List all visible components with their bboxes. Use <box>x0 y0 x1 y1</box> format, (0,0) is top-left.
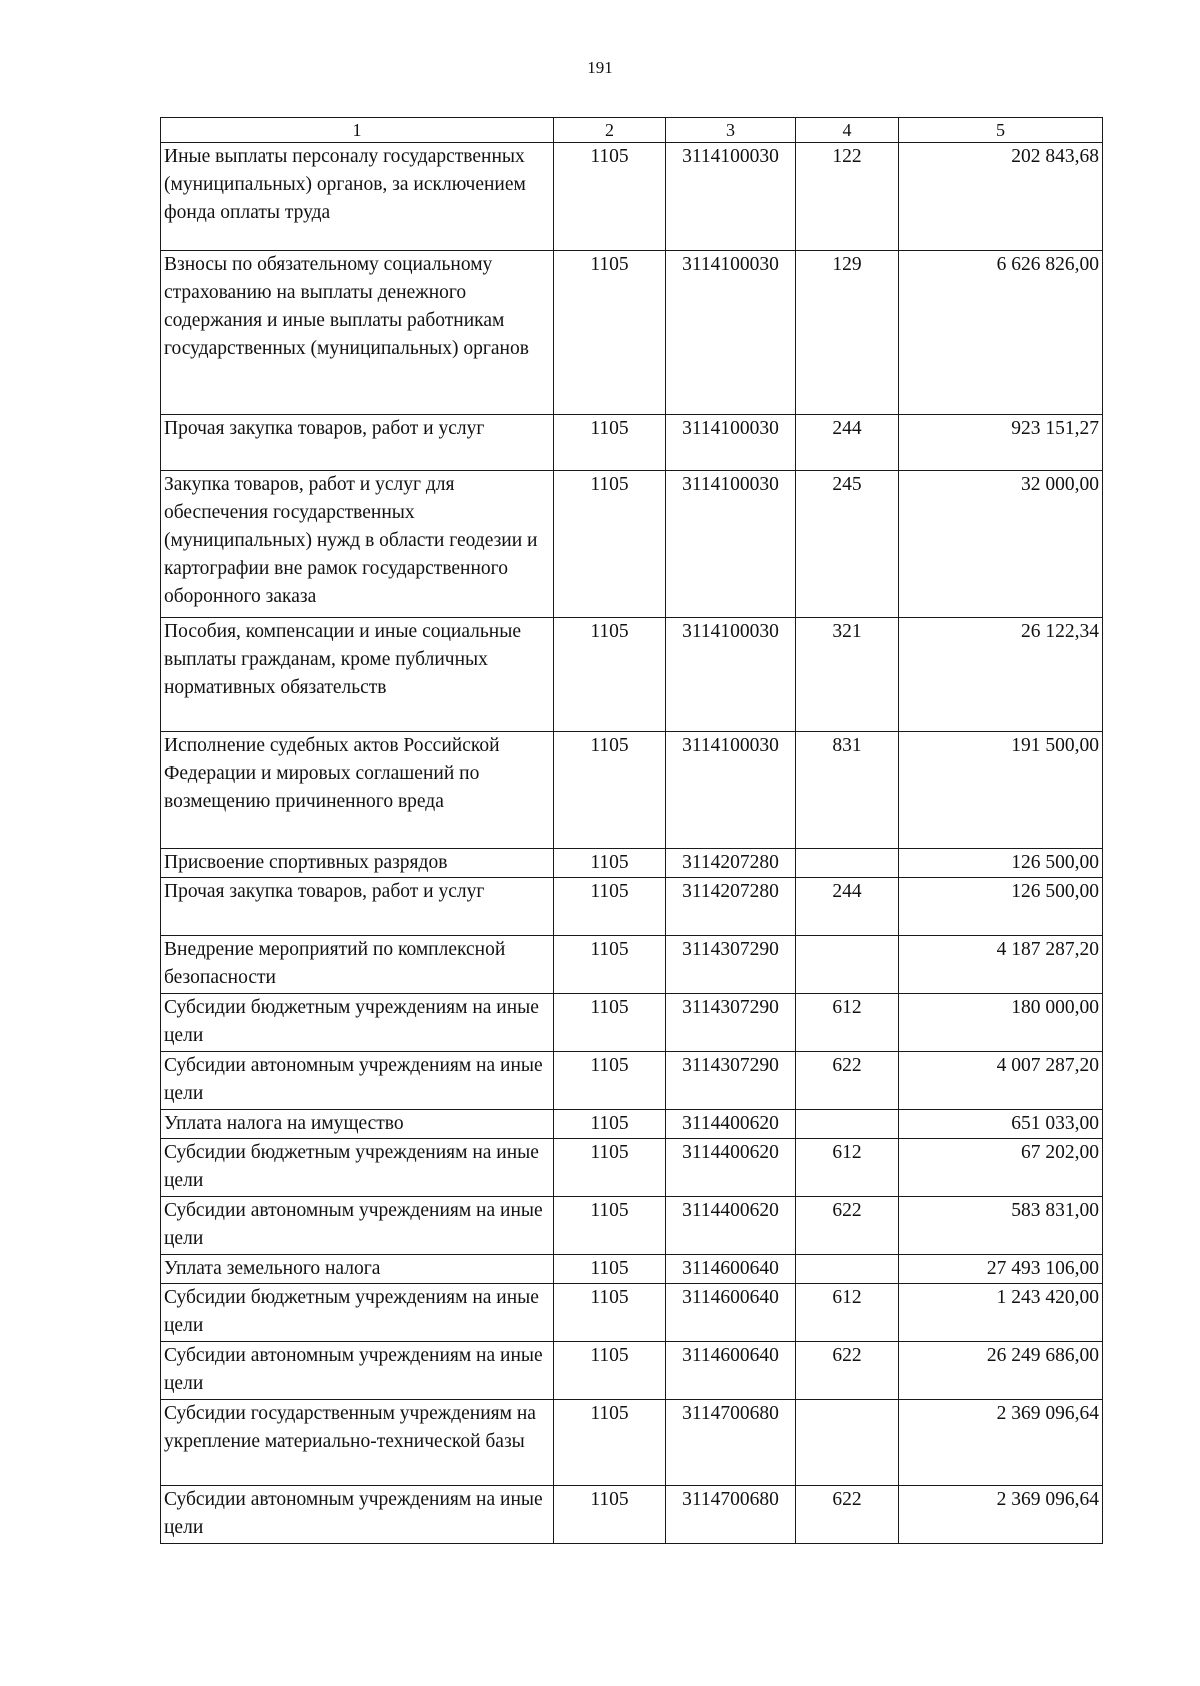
row-expense-type: 612 <box>796 1284 899 1342</box>
row-amount: 26 249 686,00 <box>899 1342 1103 1400</box>
row-amount: 651 033,00 <box>899 1110 1103 1139</box>
table-row <box>161 1110 1103 1139</box>
row-name: Субсидии автономным учреждениям на иные цели <box>161 1052 554 1110</box>
header-cell-target: 3 <box>666 118 796 143</box>
table-header-row <box>161 118 1103 143</box>
row-amount: 4 007 287,20 <box>899 1052 1103 1110</box>
budget-table <box>160 117 1103 1544</box>
table-row <box>161 1400 1103 1486</box>
row-section-code: 1105 <box>554 1486 666 1544</box>
row-name: Уплата налога на имущество <box>161 1110 554 1139</box>
row-amount: 583 831,00 <box>899 1197 1103 1255</box>
table-row <box>161 1197 1103 1255</box>
row-target-code: 3114100030 <box>666 471 796 618</box>
row-name: Закупка товаров, работ и услуг для обеспечения государственных (муниципальных) нужд в области геодезии и картографии вне рамок государственного оборонного заказа <box>161 471 554 618</box>
row-amount: 32 000,00 <box>899 471 1103 618</box>
row-target-code: 3114400620 <box>666 1197 796 1255</box>
row-expense-type: 612 <box>796 1139 899 1197</box>
row-target-code: 3114100030 <box>666 618 796 732</box>
row-section-code: 1105 <box>554 471 666 618</box>
header-cell-name: 1 <box>161 118 554 143</box>
row-expense-type: 831 <box>796 732 899 849</box>
row-expense-type: 245 <box>796 471 899 618</box>
row-amount: 67 202,00 <box>899 1139 1103 1197</box>
row-target-code: 3114207280 <box>666 878 796 936</box>
row-name: Субсидии автономным учреждениям на иные цели <box>161 1486 554 1544</box>
row-section-code: 1105 <box>554 1284 666 1342</box>
row-amount: 191 500,00 <box>899 732 1103 849</box>
row-section-code: 1105 <box>554 1110 666 1139</box>
row-name: Внедрение мероприятий по комплексной безопасности <box>161 936 554 994</box>
row-target-code: 3114400620 <box>666 1110 796 1139</box>
row-expense-type <box>796 936 899 994</box>
row-target-code: 3114400620 <box>666 1139 796 1197</box>
row-target-code: 3114307290 <box>666 936 796 994</box>
row-expense-type <box>796 1255 899 1284</box>
row-expense-type: 244 <box>796 415 899 471</box>
row-expense-type: 129 <box>796 251 899 415</box>
row-target-code: 3114100030 <box>666 251 796 415</box>
header-cell-amount: 5 <box>899 118 1103 143</box>
row-target-code: 3114207280 <box>666 849 796 878</box>
row-target-code: 3114600640 <box>666 1342 796 1400</box>
row-amount: 4 187 287,20 <box>899 936 1103 994</box>
table-row <box>161 471 1103 618</box>
row-section-code: 1105 <box>554 143 666 251</box>
table-row <box>161 849 1103 878</box>
row-expense-type: 321 <box>796 618 899 732</box>
row-name: Исполнение судебных актов Российской Федерации и мировых соглашений по возмещению причиненного вреда <box>161 732 554 849</box>
row-section-code: 1105 <box>554 1052 666 1110</box>
row-target-code: 3114700680 <box>666 1486 796 1544</box>
row-section-code: 1105 <box>554 1400 666 1486</box>
row-target-code: 3114100030 <box>666 732 796 849</box>
row-expense-type <box>796 1400 899 1486</box>
row-name: Субсидии бюджетным учреждениям на иные цели <box>161 1139 554 1197</box>
row-section-code: 1105 <box>554 1139 666 1197</box>
row-target-code: 3114307290 <box>666 1052 796 1110</box>
row-target-code: 3114700680 <box>666 1400 796 1486</box>
row-target-code: 3114100030 <box>666 143 796 251</box>
row-section-code: 1105 <box>554 1255 666 1284</box>
table-row <box>161 936 1103 994</box>
row-amount: 2 369 096,64 <box>899 1486 1103 1544</box>
header-cell-type: 4 <box>796 118 899 143</box>
header-cell-section: 2 <box>554 118 666 143</box>
row-section-code: 1105 <box>554 994 666 1052</box>
table-row <box>161 732 1103 849</box>
row-expense-type: 622 <box>796 1486 899 1544</box>
row-section-code: 1105 <box>554 1197 666 1255</box>
table-row <box>161 994 1103 1052</box>
row-section-code: 1105 <box>554 251 666 415</box>
row-amount: 27 493 106,00 <box>899 1255 1103 1284</box>
row-expense-type: 612 <box>796 994 899 1052</box>
row-name: Субсидии бюджетным учреждениям на иные цели <box>161 1284 554 1342</box>
row-name: Взносы по обязательному социальному страхованию на выплаты денежного содержания и иные выплаты работникам государственных (муниципальных) органов <box>161 251 554 415</box>
row-name: Субсидии государственным учреждениям на укрепление материально-технической базы <box>161 1400 554 1486</box>
table-row <box>161 143 1103 251</box>
row-amount: 126 500,00 <box>899 849 1103 878</box>
row-amount: 1 243 420,00 <box>899 1284 1103 1342</box>
row-amount: 923 151,27 <box>899 415 1103 471</box>
row-expense-type <box>796 849 899 878</box>
table-row <box>161 1284 1103 1342</box>
row-section-code: 1105 <box>554 732 666 849</box>
row-target-code: 3114600640 <box>666 1255 796 1284</box>
row-expense-type: 622 <box>796 1052 899 1110</box>
row-amount: 26 122,34 <box>899 618 1103 732</box>
row-target-code: 3114600640 <box>666 1284 796 1342</box>
row-expense-type: 622 <box>796 1342 899 1400</box>
row-expense-type: 122 <box>796 143 899 251</box>
row-name: Уплата земельного налога <box>161 1255 554 1284</box>
row-amount: 180 000,00 <box>899 994 1103 1052</box>
row-section-code: 1105 <box>554 415 666 471</box>
table-row <box>161 618 1103 732</box>
row-name: Пособия, компенсации и иные социальные выплаты гражданам, кроме публичных нормативных обязательств <box>161 618 554 732</box>
row-expense-type: 244 <box>796 878 899 936</box>
row-amount: 126 500,00 <box>899 878 1103 936</box>
row-name: Иные выплаты персоналу государственных (муниципальных) органов, за исключением фонда оплаты труда <box>161 143 554 251</box>
table-row <box>161 415 1103 471</box>
page-number: 191 <box>587 58 613 77</box>
row-amount: 202 843,68 <box>899 143 1103 251</box>
row-name: Прочая закупка товаров, работ и услуг <box>161 878 554 936</box>
row-section-code: 1105 <box>554 849 666 878</box>
row-name: Субсидии автономным учреждениям на иные цели <box>161 1197 554 1255</box>
table-row <box>161 251 1103 415</box>
table-row <box>161 1486 1103 1544</box>
row-expense-type: 622 <box>796 1197 899 1255</box>
row-name: Субсидии автономным учреждениям на иные цели <box>161 1342 554 1400</box>
row-target-code: 3114100030 <box>666 415 796 471</box>
row-section-code: 1105 <box>554 936 666 994</box>
budget-table-body <box>161 118 1103 1544</box>
row-section-code: 1105 <box>554 618 666 732</box>
row-name: Субсидии бюджетным учреждениям на иные цели <box>161 994 554 1052</box>
row-amount: 6 626 826,00 <box>899 251 1103 415</box>
table-row <box>161 878 1103 936</box>
row-section-code: 1105 <box>554 878 666 936</box>
row-name: Присвоение спортивных разрядов <box>161 849 554 878</box>
row-name: Прочая закупка товаров, работ и услуг <box>161 415 554 471</box>
table-row <box>161 1255 1103 1284</box>
row-amount: 2 369 096,64 <box>899 1400 1103 1486</box>
row-section-code: 1105 <box>554 1342 666 1400</box>
table-row <box>161 1139 1103 1197</box>
table-row <box>161 1052 1103 1110</box>
row-target-code: 3114307290 <box>666 994 796 1052</box>
table-row <box>161 1342 1103 1400</box>
row-expense-type <box>796 1110 899 1139</box>
